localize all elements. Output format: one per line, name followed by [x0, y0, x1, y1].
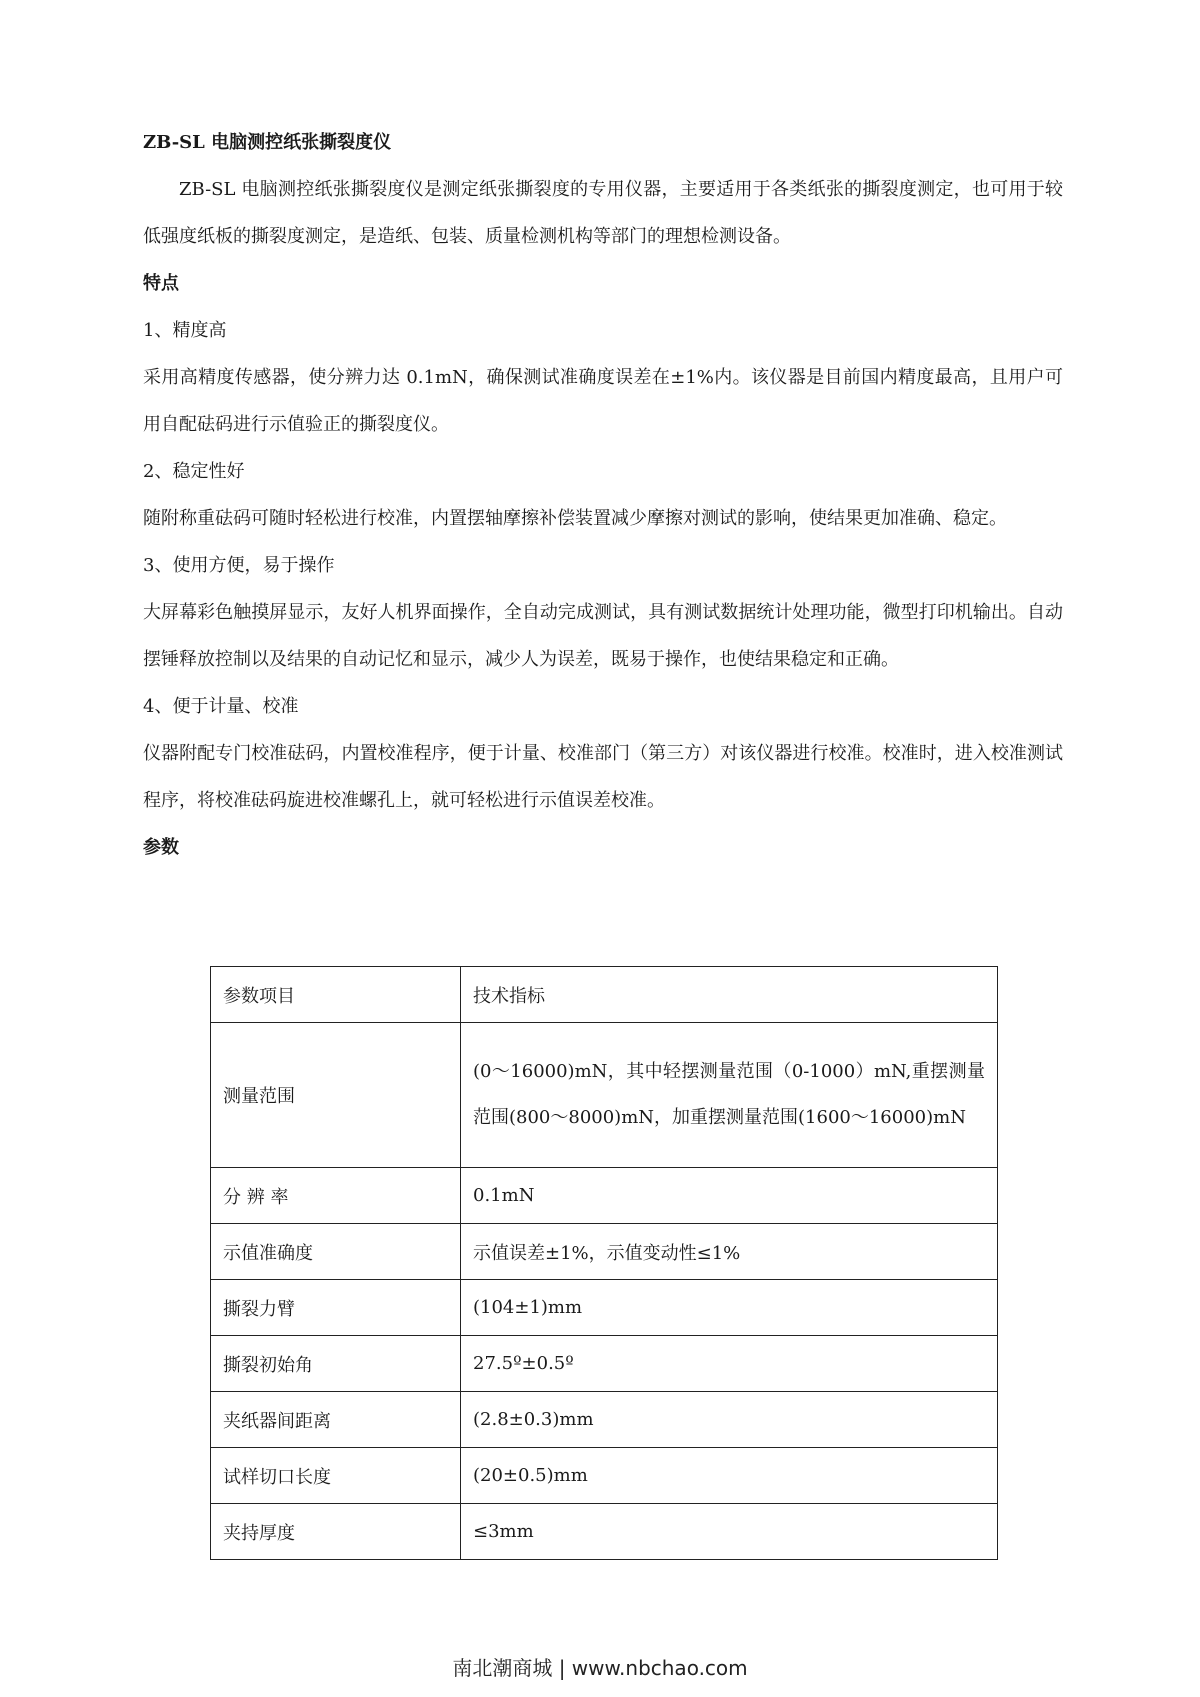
table-row: [211, 1023, 998, 1168]
param-item-cell: 测量范围: [211, 1023, 461, 1168]
params-table: [210, 966, 998, 1560]
footer-site-link[interactable]: 南北潮商城 | www.nbchao.com: [452, 1656, 748, 1680]
table-row: [211, 1280, 998, 1336]
param-value-cell: (20±0.5)mm: [461, 1448, 998, 1504]
param-item-cell: 分 辨 率: [211, 1168, 461, 1224]
table-header-cell: 技术指标: [461, 967, 998, 1023]
param-value-cell: 示值误差±1%，示值变动性≤1%: [461, 1224, 998, 1280]
feature-text: 采用高精度传感器，使分辨力达 0.1mN，确保测试准确度误差在±1%内。该仪器是目前国内精度最高，且用户可用自配砝码进行示值验正的撕裂度仪。: [143, 367, 1063, 435]
param-value-cell: 0.1mN: [461, 1168, 998, 1224]
document-title: ZB-SL 电脑测控纸张撕裂度仪: [143, 132, 392, 153]
table-row: [211, 1392, 998, 1448]
param-item-cell: 撕裂初始角: [211, 1336, 461, 1392]
table-header-cell: 参数项目: [211, 967, 461, 1023]
feature-text: 大屏幕彩色触摸屏显示，友好人机界面操作，全自动完成测试，具有测试数据统计处理功能，微型打印机输出。自动摆锤释放控制以及结果的自动记忆和显示，减少人为误差，既易于操作，也使结果稳定和正确。: [143, 602, 1063, 670]
feature-title: 1、精度高: [143, 320, 227, 341]
table-row: [211, 1504, 998, 1560]
table-row: [211, 1168, 998, 1224]
feature-title: 3、使用方便，易于操作: [143, 555, 335, 576]
features-heading: 特点: [143, 273, 179, 294]
table-row: [211, 1448, 998, 1504]
param-item-cell: 夹纸器间距离: [211, 1392, 461, 1448]
param-item-cell: 示值准确度: [211, 1224, 461, 1280]
params-heading: 参数: [143, 837, 179, 858]
feature-title: 4、便于计量、校准: [143, 696, 299, 717]
param-value-cell: 27.5º±0.5º: [461, 1336, 998, 1392]
param-value-cell: ≤3mm: [461, 1504, 998, 1560]
table-row: [211, 1224, 998, 1280]
table-row: [211, 1336, 998, 1392]
feature-text: 随附称重砝码可随时轻松进行校准，内置摆轴摩擦补偿装置减少摩擦对测试的影响，使结果更加准确、稳定。: [143, 508, 1007, 529]
param-value-cell: (2.8±0.3)mm: [461, 1392, 998, 1448]
feature-text: 仪器附配专门校准砝码，内置校准程序，便于计量、校准部门（第三方）对该仪器进行校准。校准时，进入校准测试程序，将校准砝码旋进校准螺孔上，就可轻松进行示值误差校准。: [143, 743, 1063, 811]
param-item-cell: 撕裂力臂: [211, 1280, 461, 1336]
param-item-cell: 夹持厚度: [211, 1504, 461, 1560]
param-item-cell: 试样切口长度: [211, 1448, 461, 1504]
document-body: [143, 120, 1063, 871]
intro-paragraph: ZB-SL 电脑测控纸张撕裂度仪是测定纸张撕裂度的专用仪器，主要适用于各类纸张的撕裂度测定，也可用于较低强度纸板的撕裂度测定，是造纸、包装、质量检测机构等部门的理想检测设备。: [143, 179, 1063, 247]
feature-title: 2、稳定性好: [143, 461, 245, 482]
param-value-cell: (104±1)mm: [461, 1280, 998, 1336]
table-header-row: [211, 967, 998, 1023]
param-value-cell: (0～16000)mN，其中轻摆测量范围（0-1000）mN,重摆测量范围(800～8000)mN，加重摆测量范围(1600～16000)mN: [461, 1023, 998, 1168]
